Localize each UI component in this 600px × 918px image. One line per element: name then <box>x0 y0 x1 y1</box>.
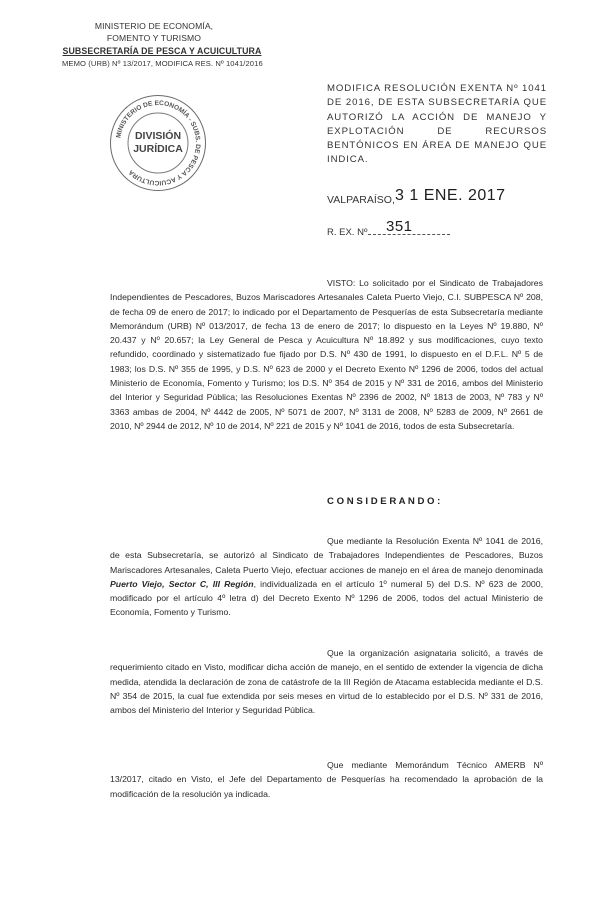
resolution-subject: MODIFICA RESOLUCIÓN EXENTA Nº 1041 DE 2016, DE ESTA SUBSECRETARÍA QUE AUTORIZÓ LA ACCIÓN DE MANEJO Y EXPLOTACIÓN DE RECURSOS BENTÓNICOS EN ÁREA DE MANEJO QUE INDICA. <box>327 83 547 166</box>
considerando-p1-text-b: , individualizada en el artículo 1º numeral 5) del D.S. Nº 623 de 2000, modificado por el artículo 4º letra d) del Decreto Exento Nº 1296 de 2006, todos del actual Ministerio de Economía, Fomento y Turismo. <box>110 578 543 618</box>
considerando-p1-text-a: Que mediante la Resolución Exenta Nº 1041 de 2016, de esta Subsecretaría, se autorizó al Sindicato de Trabajadores Independientes de Pescadores, Buzos Mariscadores Artesanales, Caleta Puerto Viejo, efectuar acciones de manejo en el área de manejo denominada <box>110 536 543 575</box>
considerando-paragraph-1 <box>110 534 543 620</box>
considerando-heading: C O N S I D E R A N D O : <box>327 496 441 507</box>
stamp-ring-text: MINISTERIO DE ECONOMÍA - SUBS. DE PESCA Y ACUICULTURA <box>115 99 202 187</box>
area-de-manejo-name: Puerto Viejo, Sector C, III Región <box>110 578 254 589</box>
visto-heading: VISTO: <box>327 278 356 288</box>
place: VALPARAÍSO, <box>327 194 395 206</box>
resolution-label: R. EX. Nº <box>327 227 368 238</box>
memo-reference: MEMO (URB) Nº 13/2017, MODIFICA RES. Nº 1041/2016 <box>62 59 263 68</box>
division-juridica-stamp <box>110 95 206 191</box>
stamp-center-line-1: DIVISIÓN <box>134 130 182 142</box>
resolution-number: 351 <box>386 218 413 235</box>
subsecretaria-name: SUBSECRETARÍA DE PESCA Y ACUICULTURA <box>62 46 262 56</box>
visto-paragraph <box>110 276 543 433</box>
ministry-name-line-2: FOMENTO Y TURISMO <box>106 33 202 43</box>
ministry-name: MINISTERIO DE ECONOMÍA, <box>94 21 214 31</box>
date-stamp: 3 1 ENE. 2017 <box>395 187 506 204</box>
considerando-paragraph-2: Que la organización asignataria solicitó, a través de requerimiento citado en Visto, modificar dicha acción de manejo, en el sentido de extender la vigencia de dicha medida, atendida la declaración de zona de catástrofe de la III Región de Atacama establecida mediante el D.S. Nº 354 de 2015, la cual fue extendida por seis meses en virtud de lo establecido por el D.S. Nº 331 de 2016, ambos del Ministerio del Interior y Seguridad Pública. <box>110 648 543 716</box>
visto-text: Lo solicitado por el Sindicato de Trabajadores Independientes de Pescadores, Buzos Mariscadores Artesanales Caleta Puerto Viejo, C.I. SUBPESCA Nº 208, de fecha 09 de enero de 2017; lo indicado por el Departamento de Pesquerías de esta Subsecretaría mediante Memorándum (URB) Nº 013/2017, de fecha 13 de enero de 2017; lo dispuesto en la Leyes Nº 19.880, Nº 20.437 y Nº 20.657; la Ley General de Pesca y Acuicultura Nº 18.892 y sus modificaciones, cuyo texto refundido, coordinado y sistematizado fue fijado por D.S. Nº 430 de 1991, lo dispuesto en el D.F.L. Nº 5 de 1983; los D.S. Nº 355 de 1995, y D.S. Nº 623 de 2000 y el Decreto Exento Nº 1296 de 2006, todos del actual Ministerio de Economía, Fomento y Turismo; los D.S. Nº 354 de 2015 y Nº 331 de 2016, ambos del Ministerio del Interior y Seguridad Pública; las Resoluciones Exentas Nº 2396 de 2002, Nº 1813 de 2003, Nº 783 y Nº 3363 ambas de 2004, Nº 4442 de 2005, Nº 5071 de 2007, Nº 3131 de 2008, Nº 5283 de 2009, Nº 2661 de 2010, Nº 2944 de 2012, Nº 10 de 2014, Nº 221 de 2015 y Nº 1041 de 2016, todos de esta Subsecretaría. <box>110 278 543 431</box>
stamp-center-line-2: JURÍDICA <box>133 143 183 155</box>
considerando-paragraph-3: Que mediante Memorándum Técnico AMERB Nº 13/2017, citado en Visto, el Jefe del Departamento de Pesquerías ha recomendado la aprobación de la modificación de la resolución ya indicada. <box>110 760 543 799</box>
